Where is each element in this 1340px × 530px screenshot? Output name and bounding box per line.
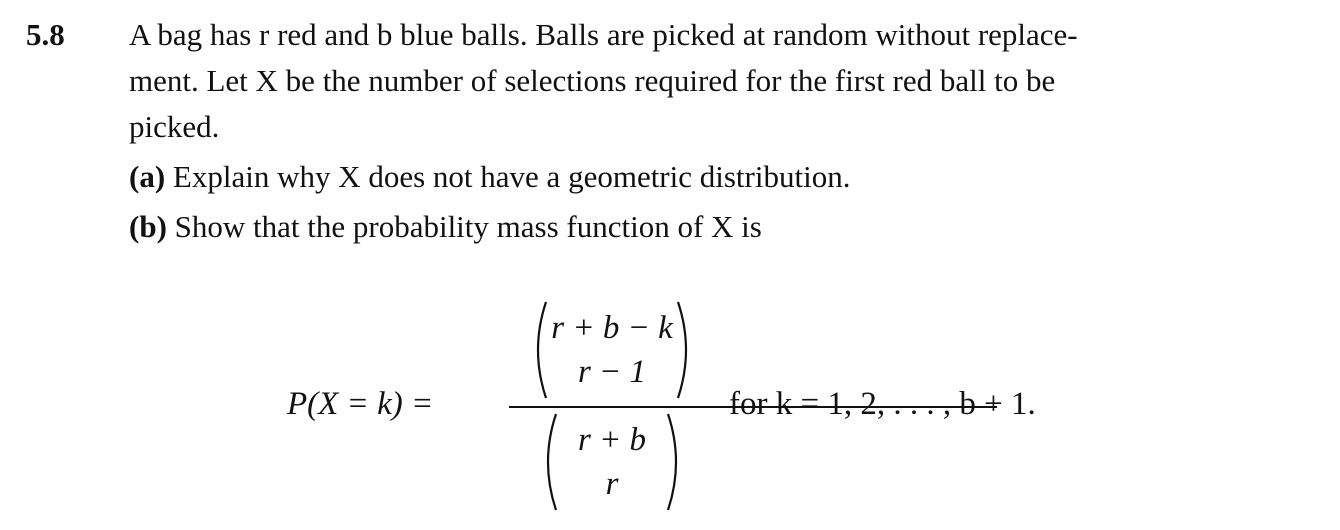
right-paren-icon	[665, 412, 687, 512]
part-b-text: Show that the probability mass function of X is	[174, 209, 762, 244]
part-b	[129, 204, 1297, 250]
pmf-formula	[287, 300, 1107, 515]
right-paren-icon	[675, 300, 697, 400]
left-paren-icon	[537, 412, 559, 512]
part-a-text: Explain why X does not have a geometric distribution.	[172, 159, 851, 194]
problem-statement	[129, 12, 1297, 250]
statement-line: picked.	[129, 109, 220, 144]
denominator-binomial-bottom: r	[605, 466, 619, 502]
numerator-binomial	[527, 300, 697, 400]
denominator-binomial-top: r + b	[577, 422, 647, 458]
statement-line: ment. Let X be the number of selections required for the first red ball to be	[129, 63, 1056, 98]
statement-line: A bag has r red and b blue balls. Balls are picked at random without replace-	[129, 17, 1078, 52]
formula-lhs: P(X = k) =	[287, 386, 434, 422]
formula-condition: for k = 1, 2, . . . , b + 1.	[729, 386, 1036, 422]
problem-number: 5.8	[26, 17, 65, 52]
numerator-binomial-bottom: r − 1	[577, 354, 647, 390]
numerator-binomial-top: r + b − k	[551, 310, 673, 346]
part-a	[129, 154, 1297, 200]
part-a-label: (a)	[129, 159, 166, 194]
left-paren-icon	[527, 300, 549, 400]
denominator-binomial	[537, 412, 687, 512]
part-b-label: (b)	[129, 209, 167, 244]
